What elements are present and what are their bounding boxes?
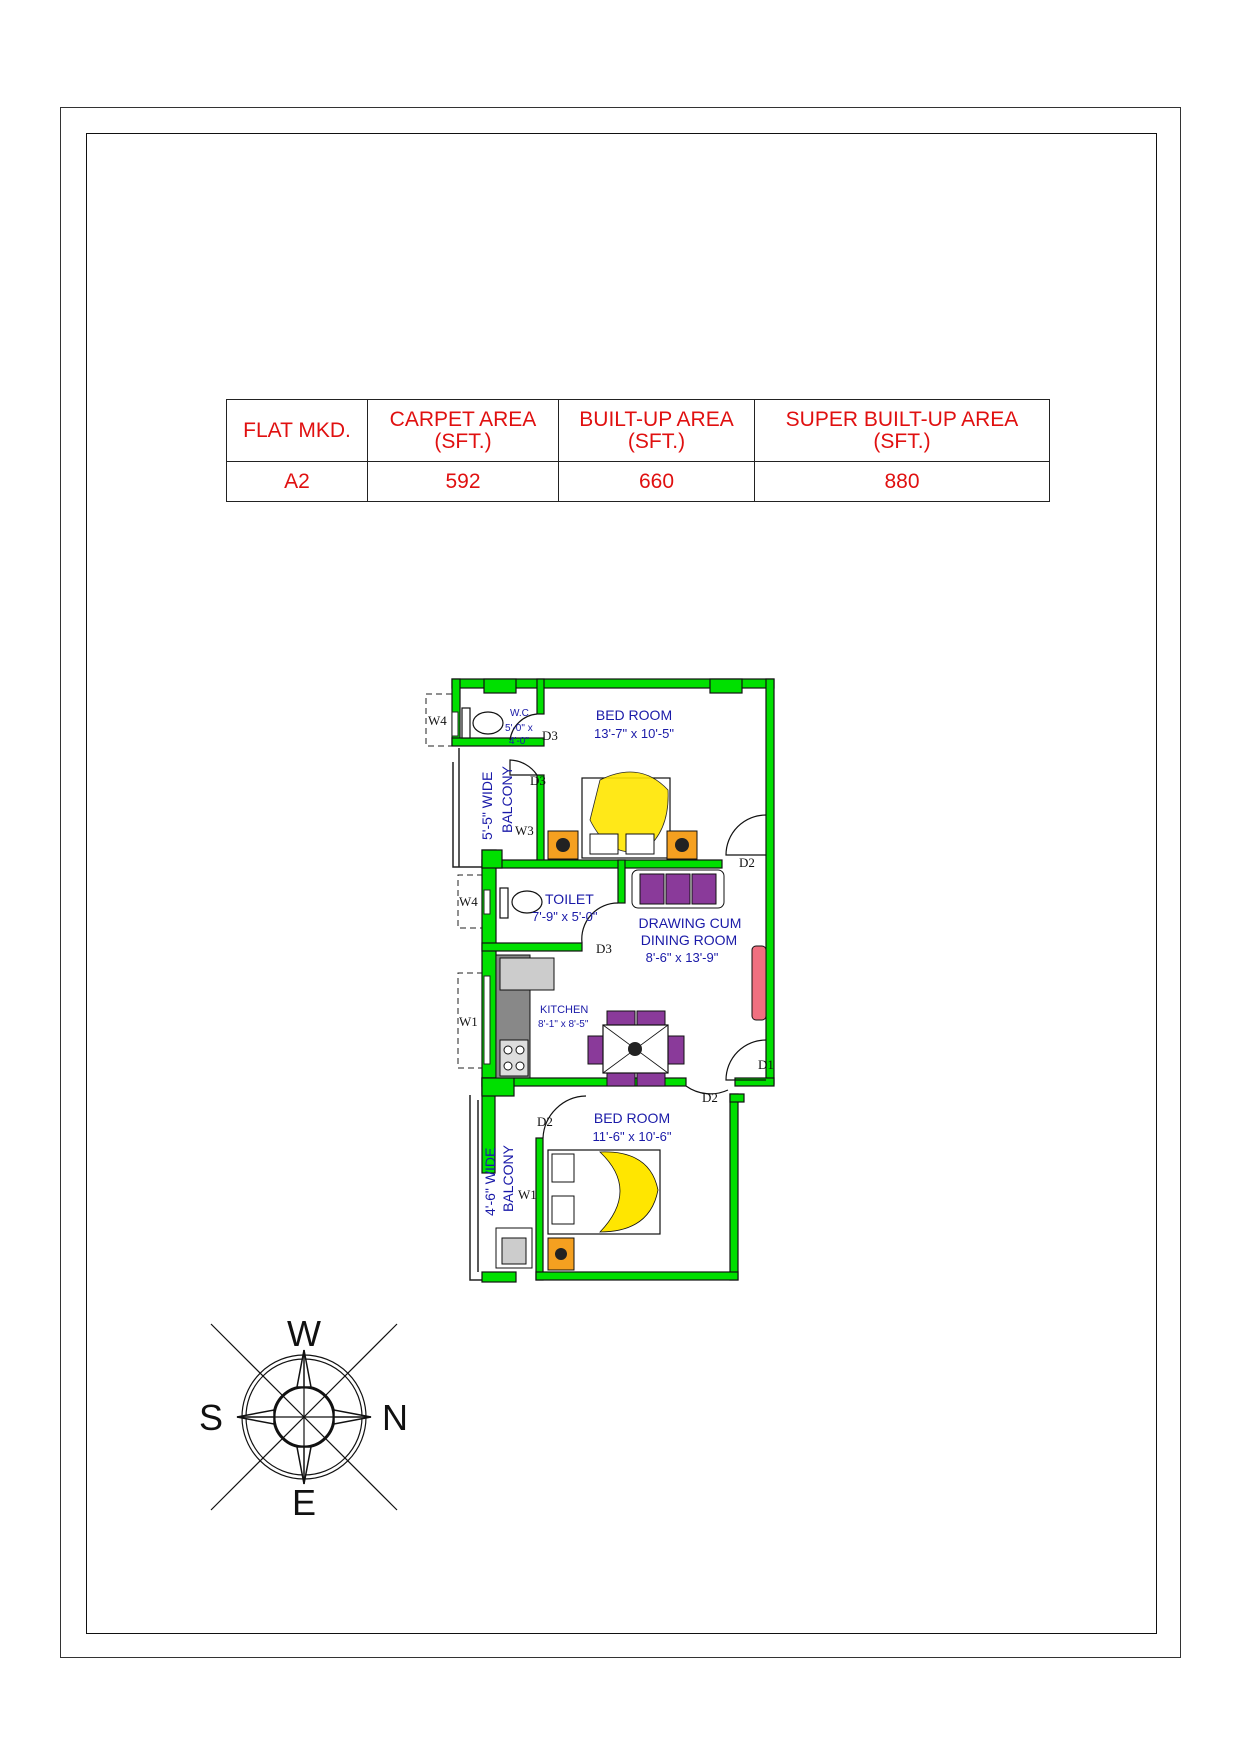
wall-bed2-right (730, 1094, 738, 1280)
cell-flat: A2 (227, 462, 368, 502)
bed2 (548, 1150, 660, 1234)
compass-right-label: N (382, 1397, 408, 1438)
drawing-line2: DINING ROOM (640, 932, 738, 948)
header-builtup-label: BUILT-UP AREA (579, 407, 734, 431)
window-wc-glass (452, 712, 458, 736)
label-d2-main: D2 (702, 1090, 718, 1105)
wc-size-a: 5'-0" x (505, 723, 533, 734)
header-superbuiltup-unit: (SFT.) (873, 429, 931, 453)
label-d3-toilet: D3 (596, 941, 612, 956)
compass (199, 1313, 408, 1523)
kitchen-name: KITCHEN (540, 1004, 589, 1016)
header-carpet-unit: (SFT.) (434, 429, 492, 453)
wall-bed2-left (536, 1138, 543, 1280)
wc-size-b: 4'-0" (509, 736, 529, 747)
wall-step (730, 1094, 744, 1102)
kitchen-counter (496, 955, 554, 1078)
drawing-line1: DRAWING CUM (638, 915, 742, 931)
door-bed1-swing (726, 815, 766, 855)
floor-plan (426, 679, 774, 1282)
label-d1: D1 (758, 1057, 774, 1072)
pillar-4 (482, 1078, 514, 1096)
label-d2-bed1: D2 (739, 855, 755, 870)
bed2-name: BED ROOM (593, 1110, 671, 1126)
washing-machine (496, 1228, 532, 1268)
pillar-1 (484, 679, 516, 693)
label-w1-kitchen: W1 (459, 1014, 478, 1029)
header-builtup-unit: (SFT.) (627, 429, 686, 453)
lamp-2 (667, 831, 697, 859)
balcony2-line2: BALCONY (500, 1145, 516, 1212)
toilet-size: 7'-9" x 5'-0" (532, 909, 598, 924)
balcony1-line2: BALCONY (499, 766, 515, 833)
label-w1-bed2: W1 (518, 1187, 537, 1202)
header-carpet-label: CARPET AREA (389, 407, 537, 431)
label-d3-bal: D3 (530, 773, 546, 788)
dining-table (588, 1011, 684, 1086)
tv-unit (752, 946, 766, 1020)
wc-name: W.C (510, 708, 529, 719)
compass-left-label: S (198, 1397, 224, 1438)
wall-right (766, 679, 774, 1084)
bed1-name: BED ROOM (595, 707, 673, 723)
label-d2-bed2: D2 (537, 1114, 553, 1129)
compass-top-label: W (287, 1313, 321, 1354)
header-flat-label: FLAT MKD. (243, 418, 351, 442)
header-superbuiltup-label: SUPER BUILT-UP AREA (785, 407, 1019, 431)
label-w4-top: W4 (428, 713, 447, 728)
toilet-name: TOILET (545, 891, 594, 907)
wall-wc-bottom (452, 738, 544, 746)
cell-builtup: 660 (559, 462, 755, 502)
pillar-2 (710, 679, 742, 693)
window-kitchen-glass (484, 976, 490, 1064)
drawing-size: 8'-6" x 13'-9" (645, 950, 719, 965)
balcony1-line1: 5'-5" WIDE (479, 771, 495, 840)
label-w3: W3 (515, 823, 534, 838)
wall-bed1-left (537, 775, 544, 867)
sofa (632, 870, 724, 908)
pillar-3 (482, 850, 502, 868)
lamp-3 (548, 1238, 574, 1270)
wall-kitchen-bottom-right (735, 1078, 774, 1086)
wall-toilet-right (618, 860, 625, 903)
window-toilet-glass (484, 890, 490, 914)
bed1-size: 13'-7" x 10'-5" (594, 726, 674, 741)
lamp-1 (548, 831, 578, 859)
wc-toilet-fixture (462, 708, 503, 738)
label-w4-toilet: W4 (459, 894, 478, 909)
cell-superbuiltup: 880 (755, 462, 1050, 502)
bed1 (582, 772, 670, 858)
wall-bed2-bottom (536, 1272, 738, 1280)
wall-bed1-bottom (482, 860, 722, 868)
wall-toilet-bottom (482, 943, 582, 951)
balcony2-line1: 4'-6" WIDE (482, 1147, 498, 1216)
pillar-5 (482, 1272, 516, 1282)
label-d3-wc: D3 (542, 728, 558, 743)
bed2-size: 11'-6" x 10'-6" (592, 1129, 672, 1144)
wall-wc-divider (537, 679, 544, 714)
compass-bottom-label: E (291, 1482, 317, 1523)
cell-carpet: 592 (368, 462, 559, 502)
kitchen-size: 8'-1" x 8'-5" (538, 1019, 589, 1030)
